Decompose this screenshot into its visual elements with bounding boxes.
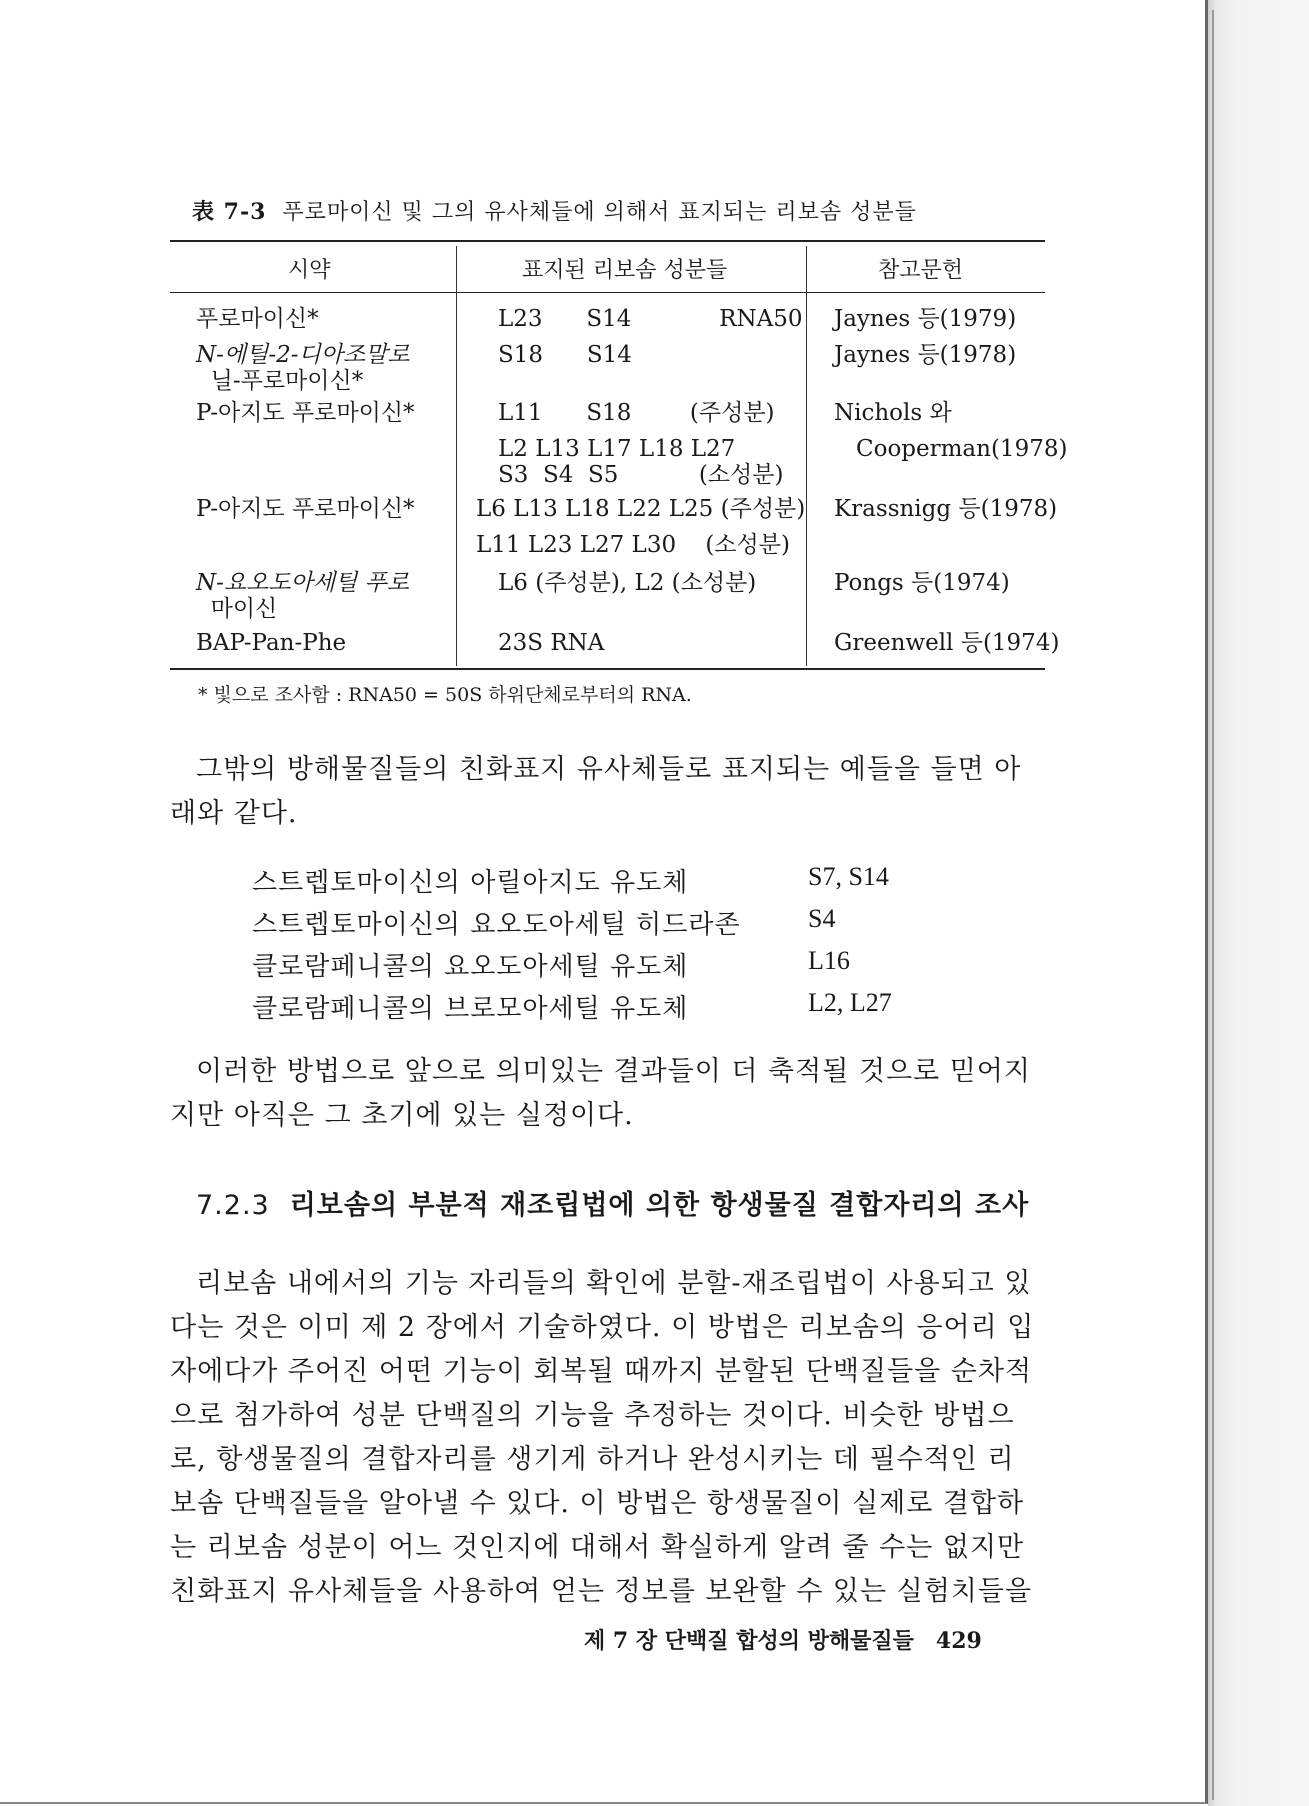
paragraph (170, 1262, 1034, 1614)
list-item-name: 클로람페니콜의 브로모아세틸 유도체 (252, 994, 689, 1024)
paragraph-line: 는 리보솜 성분이 어느 것인지에 대해서 확실하게 알려 줄 수는 없지만 (170, 1532, 1025, 1563)
section-title: 리보솜의 부분적 재조립법에 의한 항생물질 결합자리의 조사 (289, 1190, 1030, 1221)
list-item-code: S4 (808, 904, 836, 933)
table-cell-components: 23S RNA (498, 630, 605, 656)
table-cell-components: L11 L23 L27 L30 (소성분) (476, 532, 790, 558)
table-cell-reference: Pongs 등(1974) (834, 570, 1010, 596)
table-cell-reference: Krassnigg 등(1978) (834, 496, 1058, 522)
list-item-code: L16 (808, 946, 850, 975)
table-cell-components: L6 (주성분), L2 (소성분) (498, 570, 757, 596)
paragraph-line: 으로 첨가하여 성분 단백질의 기능을 추정하는 것이다. 비슷한 방법으 (170, 1400, 1015, 1431)
table-header-reagent: 시약 (288, 258, 331, 283)
section-number: 7.2.3 (196, 1190, 270, 1221)
running-footer (584, 1624, 982, 1655)
table-cell-reagent: P-아지도 푸로마이신* (196, 496, 415, 522)
table-cell-components: L6 L13 L18 L22 L25 (주성분) (476, 496, 806, 522)
table-cell-components: L11 S18 (주성분) (498, 400, 775, 426)
section-heading (196, 1183, 1029, 1222)
table-cell-reagent: BAP-Pan-Phe (196, 630, 347, 656)
paragraph-line: 친화표지 유사체들을 사용하여 얻는 정보를 보완할 수 있는 실험치들을 (170, 1576, 1033, 1607)
table-cell-components: S3 S4 S5 (소성분) (498, 462, 784, 488)
table-column-divider (456, 246, 457, 666)
paragraph-line: 리보솜 내에서의 기능 자리들의 확인에 분할-재조립법이 사용되고 있 (196, 1268, 1032, 1299)
table-cell-reagent: N-요오도아세틸 푸로 (196, 570, 409, 596)
paragraph-line: 로, 항생물질의 결합자리를 생기게 하거나 완성시키는 데 필수적인 리 (170, 1444, 1015, 1475)
table-header-rule (170, 292, 1045, 293)
page-number: 429 (935, 1628, 982, 1654)
table-cell-reagent: N-에틸-2-디아조말로 (196, 342, 410, 368)
table-caption (192, 195, 917, 226)
paragraph-line: 이러한 방법으로 앞으로 의미있는 결과들이 더 축적될 것으로 믿어지 (196, 1056, 1031, 1087)
paragraph-line: 래와 같다. (170, 798, 298, 829)
paragraph-line: 보솜 단백질들을 알아낼 수 있다. 이 방법은 항생물질이 실제로 결합하 (170, 1488, 1025, 1519)
table-header-components: 표지된 리보솜 성분들 (522, 258, 728, 283)
paragraph (170, 748, 1021, 836)
paragraph-line: 다는 것은 이미 제 2 장에서 기술하였다. 이 방법은 리보솜의 응어리 입 (170, 1312, 1035, 1343)
list-item-code: L2, L27 (808, 988, 892, 1017)
list-item-name: 클로람페니콜의 요오도아세틸 유도체 (252, 952, 689, 982)
table-cell-reference: Cooperman(1978) (856, 436, 1068, 462)
paragraph-line: 그밖의 방해물질들의 친화표지 유사체들로 표지되는 예들을 들면 아 (196, 754, 1022, 785)
table-cell-components: S18 S14 (498, 342, 632, 368)
table-cell-reagent: P-아지도 푸로마이신* (196, 400, 415, 426)
chapter-title: 제 7 장 단백질 합성의 방해물질들 (584, 1628, 914, 1654)
table-cell-reagent: 닐-푸로마이신* (196, 368, 364, 394)
table-cell-reagent: 마이신 (196, 596, 278, 622)
list-item-name: 스트렙토마이신의 아릴아지도 유도체 (252, 868, 689, 898)
table-title: 푸로마이신 및 그의 유사체들에 의해서 표지되는 리보솜 성분들 (282, 200, 917, 225)
page-edge-line (1212, 10, 1214, 1800)
table-bottom-rule (170, 668, 1045, 670)
list-item-code: S7, S14 (808, 862, 889, 891)
list-item-name: 스트렙토마이신의 요오도아세틸 히드라존 (252, 910, 741, 940)
table-column-divider (806, 246, 807, 666)
table-header-reference: 참고문헌 (878, 258, 964, 283)
table-cell-components: L23 S14 RNA50 (498, 306, 803, 332)
table-cell-reference: Greenwell 등(1974) (834, 630, 1060, 656)
table-cell-reference: Jaynes 등(1978) (834, 342, 1017, 368)
table-cell-reference: Nichols 와 (834, 400, 952, 426)
table-number: 表 7-3 (192, 199, 267, 225)
table-footnote: * 빛으로 조사함 : RNA50 = 50S 하위단체로부터의 RNA. (198, 684, 692, 706)
page-edge-shadow (1208, 0, 1309, 1806)
table-cell-reference: Jaynes 등(1979) (834, 306, 1017, 332)
table-top-rule (170, 240, 1045, 242)
table-cell-components: L2 L13 L17 L18 L27 (498, 436, 736, 462)
paragraph-line: 자에다가 주어진 어떤 기능이 회복될 때까지 분할된 단백질들을 순차적 (170, 1356, 1033, 1387)
table-cell-reagent: 푸로마이신* (196, 306, 319, 332)
paragraph-line: 지만 아직은 그 초기에 있는 실정이다. (170, 1100, 634, 1131)
paragraph (170, 1050, 1031, 1138)
